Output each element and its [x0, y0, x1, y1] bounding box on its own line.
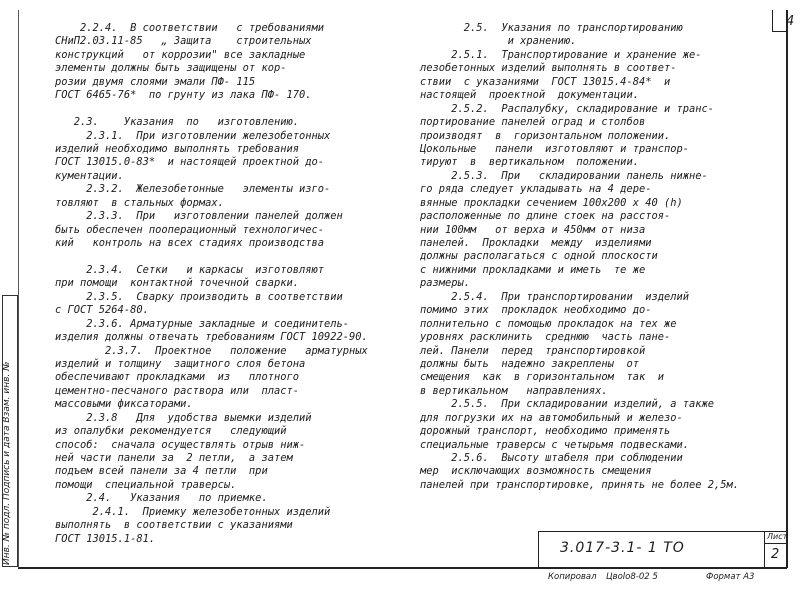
page-number-box-line [772, 10, 773, 32]
text-line: 2.3.2. Железобетонные элементы изго- [55, 183, 331, 196]
page-number: 4 [786, 14, 795, 29]
text-line: кументации. [55, 169, 124, 182]
text-line: 2.3.8 Для удобства выемки изделий [55, 411, 312, 424]
text-line [55, 250, 390, 263]
text-line: ствии с указаниями ГОСТ 13015.4-84* и [420, 75, 671, 88]
text-line: дорожный транспорт, необходимо применять [420, 425, 671, 438]
text-line: вянные прокладки сечением 100x200 x 40 (h) [420, 196, 683, 209]
sheet-box-divider [764, 543, 787, 544]
text-line: элементы должны быть защищены от кор- [55, 62, 287, 75]
text-line: массовыми фиксаторами. [55, 398, 193, 411]
text-line: панелей. Прокладки между изделиями [420, 237, 652, 249]
text-line: 2.5.1. Транспортирование и хранение же- [420, 48, 702, 61]
text-line: настоящей проектной документации. [420, 89, 639, 102]
text-line: размеры. [420, 277, 471, 290]
sheet-label: Лист [767, 532, 788, 541]
text-line: с ГОСТ 5264-80. [55, 304, 149, 317]
copied-by-label: Копировал [548, 572, 597, 582]
text-line: обеспечивают прокладками из плотного [55, 371, 299, 384]
text-line: изделий необходимо выполнять требования [55, 142, 299, 155]
text-line: подъем всей панели за 4 петли при [55, 465, 268, 478]
text-line: и хранению. [420, 35, 577, 48]
text-line: 2.3. Указания по изготовлению. [55, 116, 299, 129]
text-line: 2.5.6. Высоту штабеля при соблюдении [420, 452, 683, 464]
text-line: го ряда следует укладывать на 4 дере- [420, 183, 652, 196]
text-line: должны располагаться с одной плоскости [420, 250, 658, 263]
text-line: расположенные по длине стоек на расстоя- [420, 210, 671, 223]
text-line: СНиП2.03.11-85 „ Защита строительных [55, 35, 312, 48]
text-line: 2.5.2. Распалубку, складирование и транс- [420, 102, 715, 115]
frame-border-right [786, 10, 788, 568]
text-line: портирование панелей оград и столбов [420, 116, 646, 129]
text-line: при помощи контактной точечной сварки. [55, 277, 299, 290]
text-line: изделий и толщину защитного слоя бетона [55, 357, 306, 370]
frame-border-left [18, 10, 19, 568]
right-text-column [420, 22, 765, 492]
text-line: ГОСТ 13015.0-83* и настоящей проектной до- [55, 156, 324, 169]
order-number: Цвоlo8-02 5 [606, 572, 658, 582]
text-line: 2.3.7. Проектное положение арматурных [55, 344, 368, 357]
text-line: цементно-песчаного раствора или пласт- [55, 384, 299, 397]
text-line: ГОСТ 6465-76* по грунту из лака ПФ- 170. [55, 89, 312, 102]
text-line: 2.5.5. При складировании изделий, а также [420, 398, 715, 411]
text-line: быть обеспечен пооперационный технологичес- [55, 223, 324, 236]
text-line: полнительно с помощью прокладок на тех же [420, 317, 677, 330]
text-line: 2.5.3. При складировании панель нижне- [420, 169, 708, 182]
text-line: с нижними прокладками и иметь те же [420, 263, 646, 276]
left-text-column [55, 22, 390, 546]
text-line: нии 100мм от верха и 450мм от низа [420, 223, 646, 236]
document-code: 3.017-3.1- 1 ТО [560, 540, 685, 556]
text-line: уровнях расклинить среднюю часть пане- [420, 331, 671, 344]
text-line: 2.3.6. Арматурные закладные и соединитель- [55, 317, 350, 330]
text-line: из опалубки рекомендуется следующий [55, 425, 287, 438]
text-line: производят в горизонтальном положении. [420, 129, 671, 142]
text-line: кий контроль на всех стадиях производства [55, 237, 324, 249]
text-line: Цокольные панели изготовляют и транспор- [420, 142, 689, 155]
text-line: изделия должны отвечать требованиям ГОСТ 10922-90. [55, 331, 368, 344]
text-line: ней части панели за 2 петли, а затем [55, 452, 293, 464]
text-line: 2.3.3. При изготовлении панелей должен [55, 210, 343, 223]
text-line: специальные траверсы с четырьмя подвесками. [420, 438, 689, 451]
text-line: лей. Панели перед транспортировкой [420, 344, 646, 357]
text-line: должны быть надежно закреплены от [420, 357, 639, 370]
text-line: мер исключающих возможность смещения [420, 465, 652, 478]
text-line: для погрузки их на автомобильный и железо- [420, 411, 683, 424]
side-stamp-text: Инв. № подл. Подпись и дата Взам. инв. № [2, 361, 12, 565]
text-line: лезобетонных изделий выполнять в соответ- [420, 62, 677, 75]
text-line: 2.5.4. При транспортировании изделий [420, 290, 689, 303]
text-line: способ: сначала осуществлять отрыв ниж- [55, 438, 306, 451]
text-line: 2.4.1. Приемку железобетонных изделий [55, 505, 331, 518]
text-line: выполнять в соответствии с указаниями [55, 519, 293, 532]
text-line: панелей при транспортировке, принять не более 2,5м. [420, 478, 740, 491]
format-label: Формат А3 [706, 572, 755, 582]
text-line: помимо этих прокладок необходимо до- [420, 304, 652, 317]
text-line: 2.3.1. При изготовлении железобетонных [55, 129, 331, 142]
text-line: 2.3.4. Сетки и каркасы изготовляют [55, 263, 324, 276]
sheet-number: 2 [771, 547, 780, 562]
page-number-box-bottom [772, 31, 787, 32]
text-line: помощи специальной траверсы. [55, 478, 237, 491]
text-line: в вертикальном направлениях. [420, 384, 608, 397]
text-line: конструкций от коррозии" все закладные [55, 48, 306, 61]
text-line [55, 103, 390, 116]
text-line: товляют в стальных формах. [55, 196, 224, 209]
text-line: ГОСТ 13015.1-81. [55, 532, 156, 545]
text-line: тируют в вертикальном положении. [420, 156, 639, 169]
text-line: розии двумя слоями эмали ПФ- 115 [55, 75, 256, 88]
text-line: 2.2.4. В соответствии с требованиями [55, 22, 324, 34]
text-line: 2.4. Указания по приемке. [55, 492, 268, 505]
text-line: 2.5. Указания по транспортированию [420, 22, 683, 34]
text-line: 2.3.5. Сварку производить в соответствии [55, 290, 343, 303]
text-line: смещения как в горизонтальном так и [420, 371, 664, 384]
